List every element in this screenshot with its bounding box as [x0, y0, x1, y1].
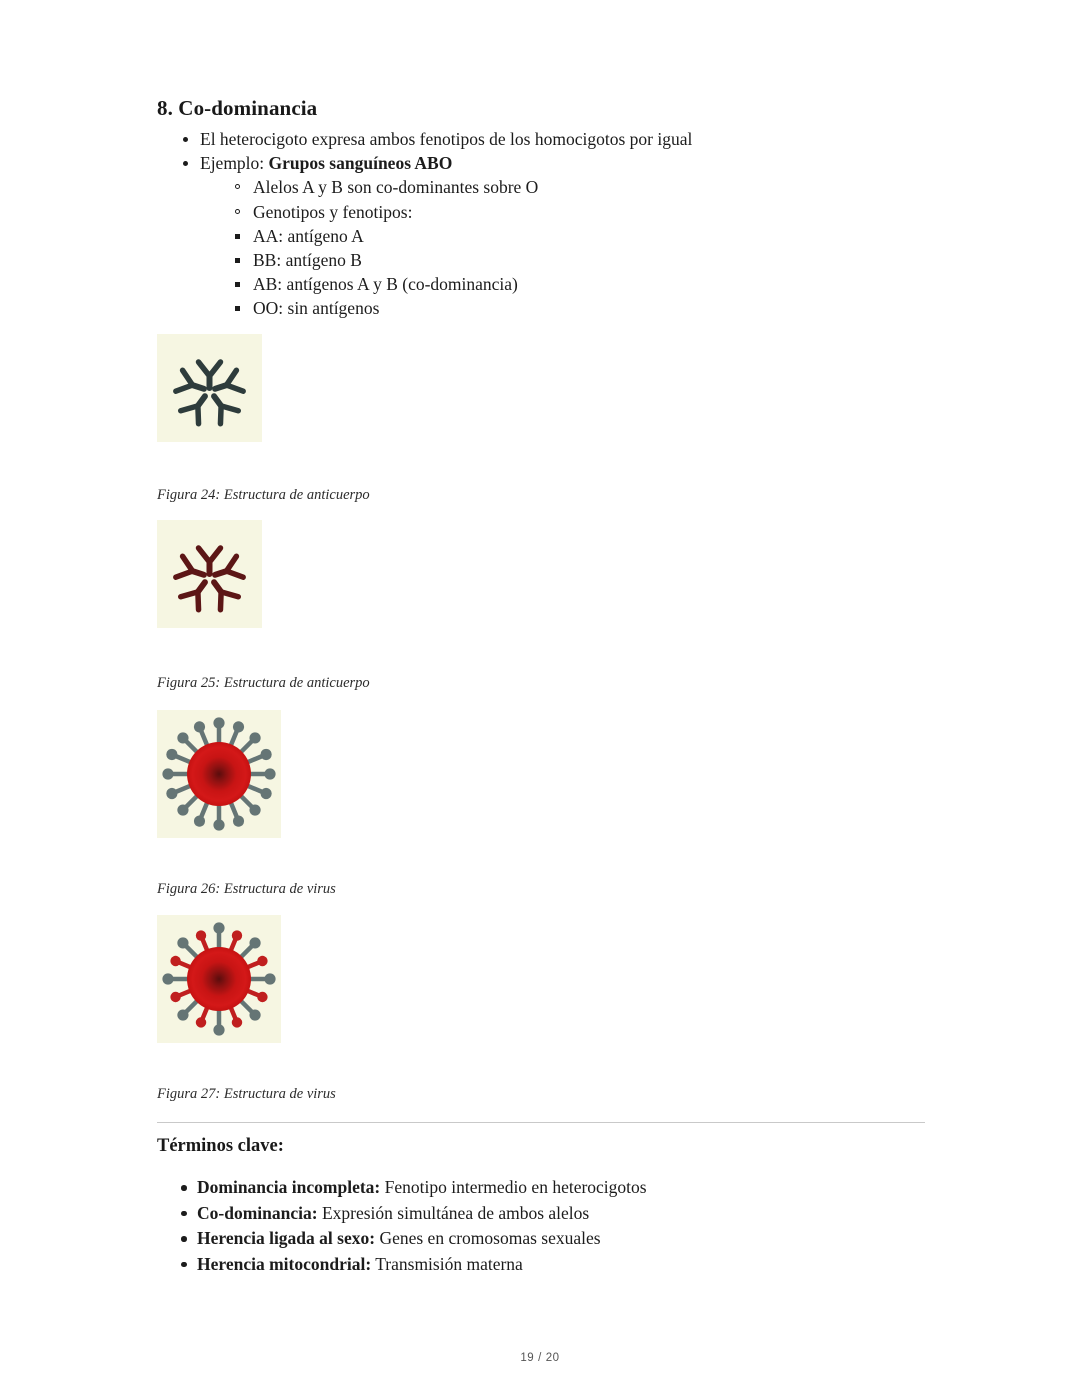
- list-item: [157, 151, 977, 175]
- figure-24: [157, 334, 262, 442]
- key-term-definition: Genes en cromosomas sexuales: [375, 1228, 601, 1248]
- key-term: Co-dominancia:: [197, 1202, 318, 1223]
- list-item-text: El heterocigoto expresa ambos fenotipos de los homocigotos por igual: [200, 129, 693, 149]
- virus-core: [187, 947, 251, 1011]
- list-item: [157, 1226, 957, 1252]
- list-item-text: AA: antígeno A: [253, 225, 364, 246]
- section-divider: [157, 1122, 925, 1123]
- key-term: Dominancia incompleta:: [197, 1177, 381, 1197]
- figure-25: [157, 520, 262, 628]
- list-item: [157, 1201, 957, 1227]
- figure-24-caption: Figura 24: Estructura de anticuerpo: [157, 487, 370, 503]
- antibody-structure-icon: [157, 520, 262, 628]
- list-item: [213, 248, 977, 272]
- key-term-definition: Fenotipo intermedio en heterocigotos: [380, 1177, 647, 1197]
- list-item-emphasis: Grupos sanguíneos ABO: [268, 153, 453, 174]
- list-item: [157, 1175, 957, 1201]
- antibody-structure-icon: [157, 334, 262, 442]
- page-number-footer: 19 / 20: [520, 1352, 560, 1364]
- figure-27: [157, 915, 281, 1043]
- list-item: [213, 296, 977, 320]
- figure-26: [157, 710, 281, 838]
- list-item: [213, 175, 977, 199]
- key-term-definition: Transmisión materna: [371, 1253, 523, 1274]
- list-item: [213, 200, 977, 224]
- list-item: [157, 1252, 957, 1278]
- figure-27-caption: Figura 27: Estructura de virus: [157, 1086, 336, 1102]
- virus-structure-icon: [157, 710, 281, 838]
- list-item-text: Genotipos y fenotipos:: [253, 201, 413, 222]
- page-title: 8. Co-dominancia: [157, 96, 318, 120]
- list-item-text: AB: antígenos A y B (co-dominancia): [253, 274, 518, 295]
- virus-core: [187, 742, 251, 806]
- key-terms-title: Términos clave:: [157, 1136, 284, 1156]
- list-item-text: BB: antígeno B: [253, 250, 362, 271]
- list-item-text: Ejemplo:: [200, 153, 269, 174]
- outline-level-3: [157, 224, 977, 321]
- key-term: Herencia ligada al sexo:: [197, 1228, 376, 1248]
- key-term: Herencia mitocondrial:: [197, 1253, 372, 1274]
- list-item: [213, 272, 977, 296]
- figure-25-caption: Figura 25: Estructura de anticuerpo: [157, 675, 370, 691]
- list-item-text: OO: sin antígenos: [253, 298, 380, 319]
- key-terms-list: [157, 1175, 957, 1277]
- outline-level-2: [157, 175, 977, 223]
- list-item: [213, 224, 977, 248]
- outline-level-1: [157, 127, 977, 175]
- key-term-definition: Expresión simultánea de ambos alelos: [317, 1202, 590, 1223]
- list-item-text: Alelos A y B son co-dominantes sobre O: [253, 177, 539, 198]
- list-item: [157, 127, 977, 151]
- outline-list: [157, 127, 977, 321]
- virus-structure-icon: [157, 915, 281, 1043]
- figure-26-caption: Figura 26: Estructura de virus: [157, 881, 336, 897]
